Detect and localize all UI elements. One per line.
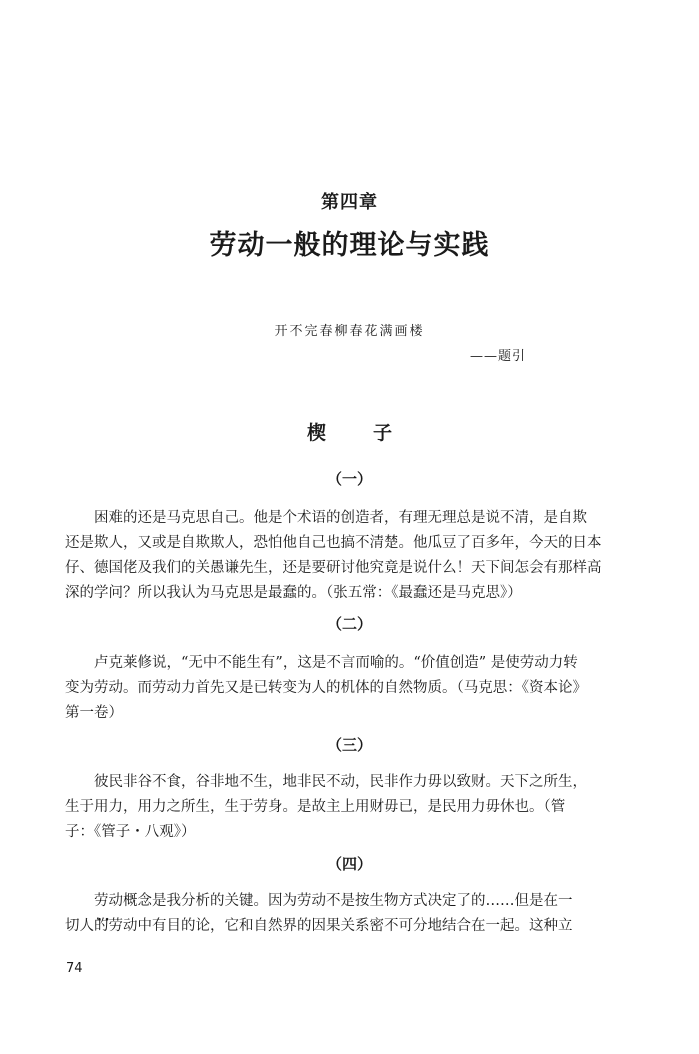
paragraph-2 (65, 651, 643, 726)
paragraph-line: 卢克莱修说，“无中不能生有”，这是不言而喻的。“价值创造” 是使劳动力转 (94, 655, 578, 671)
subsection-heading-4: （四） (326, 855, 372, 873)
paragraph-line: 彼民非谷不食，谷非地不生，地非民不动，民非作力毋以致财。天下之所生， (94, 774, 587, 790)
paragraph-line: 仔、德国佬及我们的关愚谦先生，还是要研讨他究竟是说什么！天下间怎会有那样高 (65, 560, 602, 576)
paragraph-line: 困难的还是马克思自己。他是个术语的创造者，有理无理总是说不清，是自欺 (94, 510, 587, 526)
paragraph-line: 深的学问？所以我认为马克思是最蠢的。（张五常：《最蠢还是马克思》） (65, 585, 522, 601)
page-number: 74 (66, 961, 83, 976)
section-heading: 楔 子 (306, 422, 406, 444)
paragraph-line: 变为劳动。而劳动力首先又是已转变为人的机体的自然物质。（马克思：《资本论》 (65, 680, 587, 696)
subsection-heading-2: （二） (326, 615, 372, 633)
chapter-label: 第四章 (321, 192, 378, 213)
paragraph-line (65, 889, 643, 914)
paragraph-line: 切人的劳动中有目的论，它和自然界的因果关系密不可分地结合在一起。这种立 (65, 918, 573, 934)
epigraph-line: 开不完春柳春花满画楼 (274, 324, 425, 339)
chapter-title: 劳动一般的理论与实践 (209, 230, 490, 261)
subsection-heading-3: （三） (326, 736, 372, 754)
paragraph-1 (65, 506, 643, 606)
subsection-heading-1: （一） (326, 470, 372, 488)
paragraph-3 (65, 770, 643, 845)
paragraph-line: 子：《管子・八观》） (65, 824, 196, 840)
emphasized-term: 劳动 · · (94, 893, 123, 909)
paragraph-line: 生于用力，用力之所生，生于劳身。是故主上用财毋已，是民用力毋休也。（管 (65, 799, 566, 815)
paragraph-line: 还是欺人，又或是自欺欺人，恐怕他自己也搞不清楚。他瓜豆了百多年，今天的日本 (65, 535, 602, 551)
paragraph-4 (65, 889, 643, 939)
paragraph-line-text: 概念是我分析的关键。因为劳动不是按生物方式决定了的……但是在一 (123, 893, 573, 909)
paragraph-line: 第一卷） (65, 705, 123, 721)
epigraph-source: ——题引 (470, 349, 527, 364)
